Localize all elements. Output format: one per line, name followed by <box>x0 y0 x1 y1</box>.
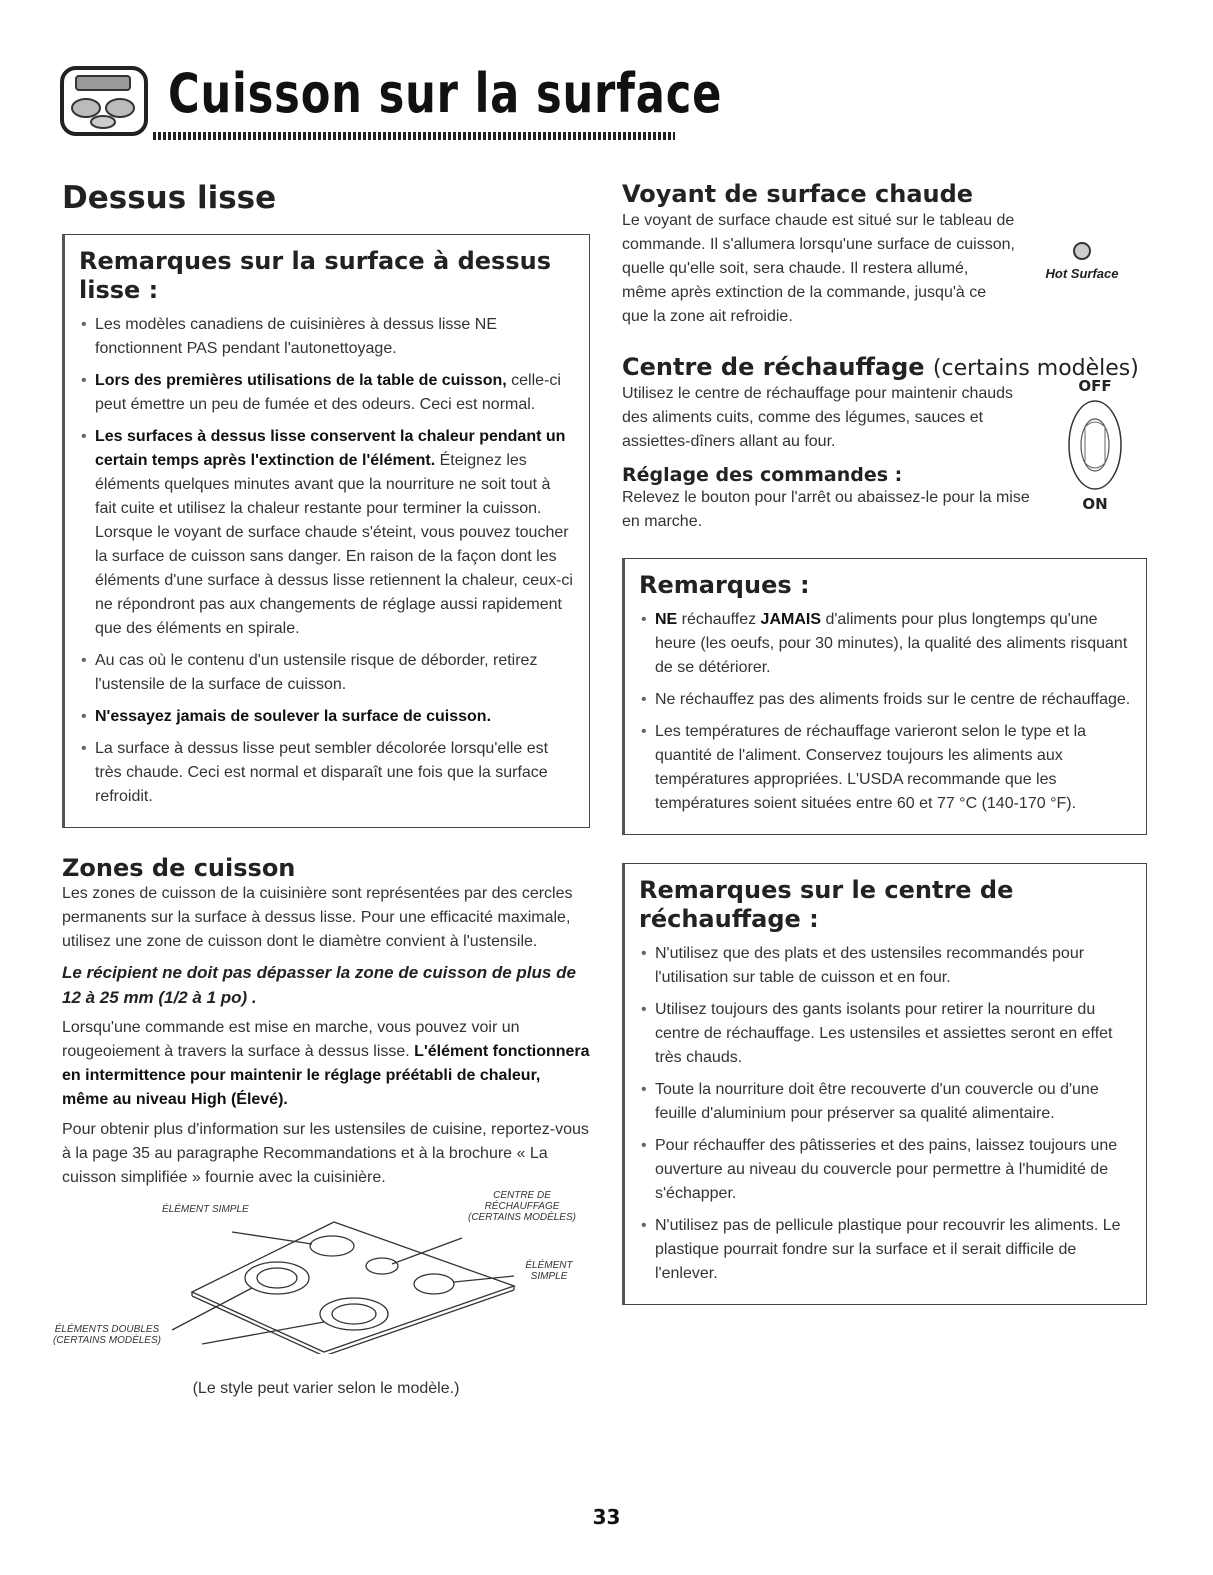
centre-section <box>622 353 1147 534</box>
hot-surface-indicator <box>1017 242 1147 281</box>
list-item: • Les températures de réchauffage varieront selon le type et la quantité de l'aliment. Conservez toujours les aliments aux températures appropriées. L'USDA recommande que les températures soient situées entre 60 et 77 °C (140-170 °F). <box>639 720 1132 816</box>
section-title-dessus-lisse: Dessus lisse <box>62 180 277 216</box>
remarques-surface-title: Remarques sur la surface à dessus lisse : <box>79 247 551 304</box>
list-item: • Au cas où le contenu d'un ustensile risque de déborder, retirez l'ustensile de la surface de cuisson. <box>79 649 575 697</box>
list-item: • N'utilisez pas de pellicule plastique pour recouvrir les aliments. Le plastique pourrait fondre sur la surface et il serait difficile de l'enlever. <box>639 1214 1132 1286</box>
remarques-centre-list <box>639 942 1132 1286</box>
list-item: • Toute la nourriture doit être recouverte d'un couvercle ou d'une feuille d'aluminium pour préserver sa qualité alimentaire. <box>639 1078 1132 1126</box>
page-header <box>58 42 723 142</box>
list-item: • Utilisez toujours des gants isolants pour retirer la nourriture du centre de réchauffage. Les ustensiles et assiettes seront en effet très chauds. <box>639 998 1132 1070</box>
page-number: 33 <box>592 1505 621 1529</box>
list-item: • Les surfaces à dessus lisse conservent la chaleur pendant un certain temps après l'extinction de l'élément. Éteignez les éléments quelques minutes avant que la nourriture ne soit tout à fait cuite et utilisez la chaleur restante pour terminer la cuisson. Lorsque le voyant de surface chaude s'éteint, vous pouvez toucher la surface de cuisson sans danger. En raison de la façon dont les éléments d'une surface à dessus lisse retiennent la chaleur, ceux-ci ne répondront pas aux changements de réglage aussi rapidement que des éléments en spirale. <box>79 425 575 641</box>
knob-off-label: OFF <box>1078 376 1112 395</box>
list-item: • Pour réchauffer des pâtisseries et des pains, laissez toujours une ouverture au niveau du couvercle pour permettre à l'humidité de s'échapper. <box>639 1134 1132 1206</box>
hot-surface-label: Hot Surface <box>1045 266 1119 281</box>
cooktop-diagram <box>53 1190 590 1374</box>
voyant-title: Voyant de surface chaude <box>622 180 974 208</box>
zones-paragraph-1: Les zones de cuisson de la cuisinière sont représentées par des cercles permanents sur la surface à dessus lisse. Pour une efficacité maximale, utilisez une zone de cuisson dont le diamètre convient à l'ustensile. <box>62 885 573 951</box>
list-item: • NE réchauffez JAMAIS d'aliments pour plus longtemps qu'une heure (les oeufs, pour 30 minutes), la qualité des aliments risquant de se détériorer. <box>639 608 1132 680</box>
remarques-title: Remarques : <box>639 571 810 600</box>
list-item: • N'utilisez que des plats et des ustensiles recommandés pour l'utilisation sur table de cuisson et en four. <box>639 942 1132 990</box>
list-item: • Ne réchauffez pas des aliments froids sur le centre de réchauffage. <box>639 688 1132 712</box>
left-column <box>53 180 590 1398</box>
list-item: • Lors des premières utilisations de la table de cuisson, celle-ci peut émettre un peu de fumée et des odeurs. Ceci est normal. <box>79 369 575 417</box>
remarques-surface-list <box>79 313 575 809</box>
voyant-text: Le voyant de surface chaude est situé sur le tableau de commande. Il s'allumera lorsqu'une surface de cuisson, quelle qu'elle soit, sera chaude. Il restera allumé, même après extinction de la commande, jusqu'à ce que la zone ait refroidie. <box>622 211 1015 325</box>
list-item: • La surface à dessus lisse peut sembler décolorée lorsqu'elle est très chaude. Ceci est normal et disparaît une fois que la surface refroidit. <box>79 737 575 809</box>
label-element-simple-right: ÉLÉMENT SIMPLE <box>525 1260 573 1283</box>
indicator-light-icon <box>1073 242 1091 260</box>
knob-on-label: ON <box>1082 494 1108 513</box>
voyant-section <box>622 180 1147 329</box>
diagram-caption: (Le style peut varier selon le modèle.) <box>192 1380 460 1398</box>
page-title: Cuisson sur la surface <box>168 62 723 125</box>
right-column <box>622 180 1147 1305</box>
list-item: • N'essayez jamais de soulever la surface de cuisson. <box>79 705 575 729</box>
reglage-text: Relevez le bouton pour l'arrêt ou abaissez-le pour la mise en marche. <box>622 489 1030 531</box>
zones-warning: Le récipient ne doit pas dépasser la zone de cuisson de plus de 12 à 25 mm (1/2 à 1 po) . <box>62 963 576 1008</box>
label-centre-rechauffage: CENTRE DE RÉCHAUFFAGE (CERTAINS MODÈLES) <box>468 1190 576 1224</box>
remarques-list <box>639 608 1132 816</box>
zones-cuisson-title: Zones de cuisson <box>62 853 296 882</box>
label-element-simple-left: ÉLÉMENT SIMPLE <box>162 1204 249 1216</box>
zones-paragraph-3: Pour obtenir plus d'information sur les ustensiles de cuisine, reportez-vous à la page 35 au paragraphe Recommandations et à la brochure « La cuisson simplifiée » fournie avec la cuisinière. <box>62 1121 589 1187</box>
remarques-box <box>622 558 1147 835</box>
remarques-surface-box <box>62 234 590 828</box>
cooktop-icon <box>58 62 150 140</box>
centre-text: Utilisez le centre de réchauffage pour maintenir chauds des aliments cuits, comme des légumes, sauces et assiettes-dîners allant au four. <box>622 385 1014 451</box>
zones-paragraph-2: Lorsqu'une commande est mise en marche, vous pouvez voir un rougeoiement à travers la surface à dessus lisse. L'élément fonctionnera en intermittence pour maintenir le réglage préétabli de chaleur, même au niveau High (Élevé). <box>62 1019 590 1109</box>
knob-icon <box>1065 397 1125 493</box>
remarques-centre-title: Remarques sur le centre de réchauffage : <box>639 875 1014 933</box>
label-elements-doubles: ÉLÉMENTS DOUBLES (CERTAINS MODÈLES) <box>53 1324 161 1347</box>
centre-title: Centre de réchauffage (certains modèles) <box>622 352 1139 381</box>
warming-knob <box>1047 377 1143 513</box>
header-rule <box>153 132 675 140</box>
remarques-centre-box <box>622 863 1147 1305</box>
list-item: • Les modèles canadiens de cuisinières à dessus lisse NE fonctionnent PAS pendant l'autonettoyage. <box>79 313 575 361</box>
reglage-title: Réglage des commandes : <box>622 464 903 487</box>
